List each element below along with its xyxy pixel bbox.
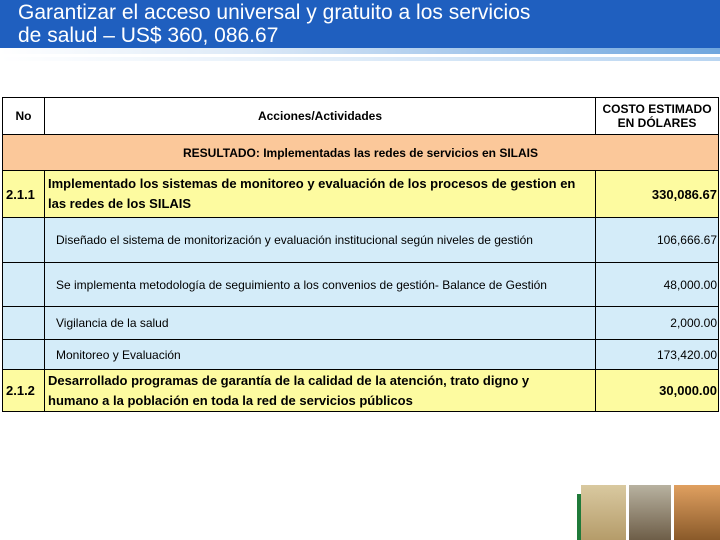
header-actions: Acciones/Actividades [45,98,596,135]
photo-strip [577,485,720,540]
decorative-stripe [0,48,720,54]
table-row [3,307,719,340]
row-cost: 2,000.00 [596,307,719,340]
row-action-line1: Desarrollado programas de garantía de la calidad de la atención, trato digno y [48,372,530,388]
cost-table [2,97,719,412]
table-row [3,218,719,263]
row-cost: 330,086.67 [596,171,719,218]
row-number: 2.1.1 [3,171,45,218]
header-cost-line2: EN DÓLARES [617,116,697,130]
row-number [3,263,45,307]
row-action [45,370,596,412]
row-number [3,307,45,340]
decorative-stripe-thin [0,57,720,61]
photo-image [674,485,720,540]
header-cost-line1: COSTO ESTIMADO [602,102,712,116]
table-header-row [3,98,719,135]
row-action [45,171,596,218]
table-row-main [3,370,719,412]
photo-image [581,485,626,540]
row-number: 2.1.2 [3,370,45,412]
row-cost: 48,000.00 [596,263,719,307]
table-row-main [3,171,719,218]
table-row [3,263,719,307]
result-text: RESULTADO: Implementadas las redes de servicios en SILAIS [3,135,719,171]
header-cost [596,98,719,135]
row-action: Vigilancia de la salud [45,307,596,340]
slide-title-line2: de salud – US$ 360, 086.67 [18,24,279,47]
row-cost: 106,666.67 [596,218,719,263]
row-action-line2: humano a la población en toda la red de servicios públicos [48,392,413,408]
row-action: Diseñado el sistema de monitorización y evaluación institucional según niveles de gestión [45,218,596,263]
title-bar [0,0,720,48]
row-number [3,340,45,370]
row-number [3,218,45,263]
row-cost: 30,000.00 [596,370,719,412]
row-cost: 173,420.00 [596,340,719,370]
slide-title [18,1,708,47]
slide-title-line1: Garantizar el acceso universal y gratuito a los servicios [18,1,531,24]
row-action-line1: Implementado los sistemas de monitoreo y evaluación de los procesos de gestion en [48,176,576,191]
row-action: Se implementa metodología de seguimiento a los convenios de gestión- Balance de Gestión [45,263,596,307]
row-action: Monitoreo y Evaluación [45,340,596,370]
result-row [3,135,719,171]
row-action-line2: las redes de los SILAIS [48,196,192,211]
table-row [3,340,719,370]
photo-image [629,485,671,540]
header-no: No [3,98,45,135]
